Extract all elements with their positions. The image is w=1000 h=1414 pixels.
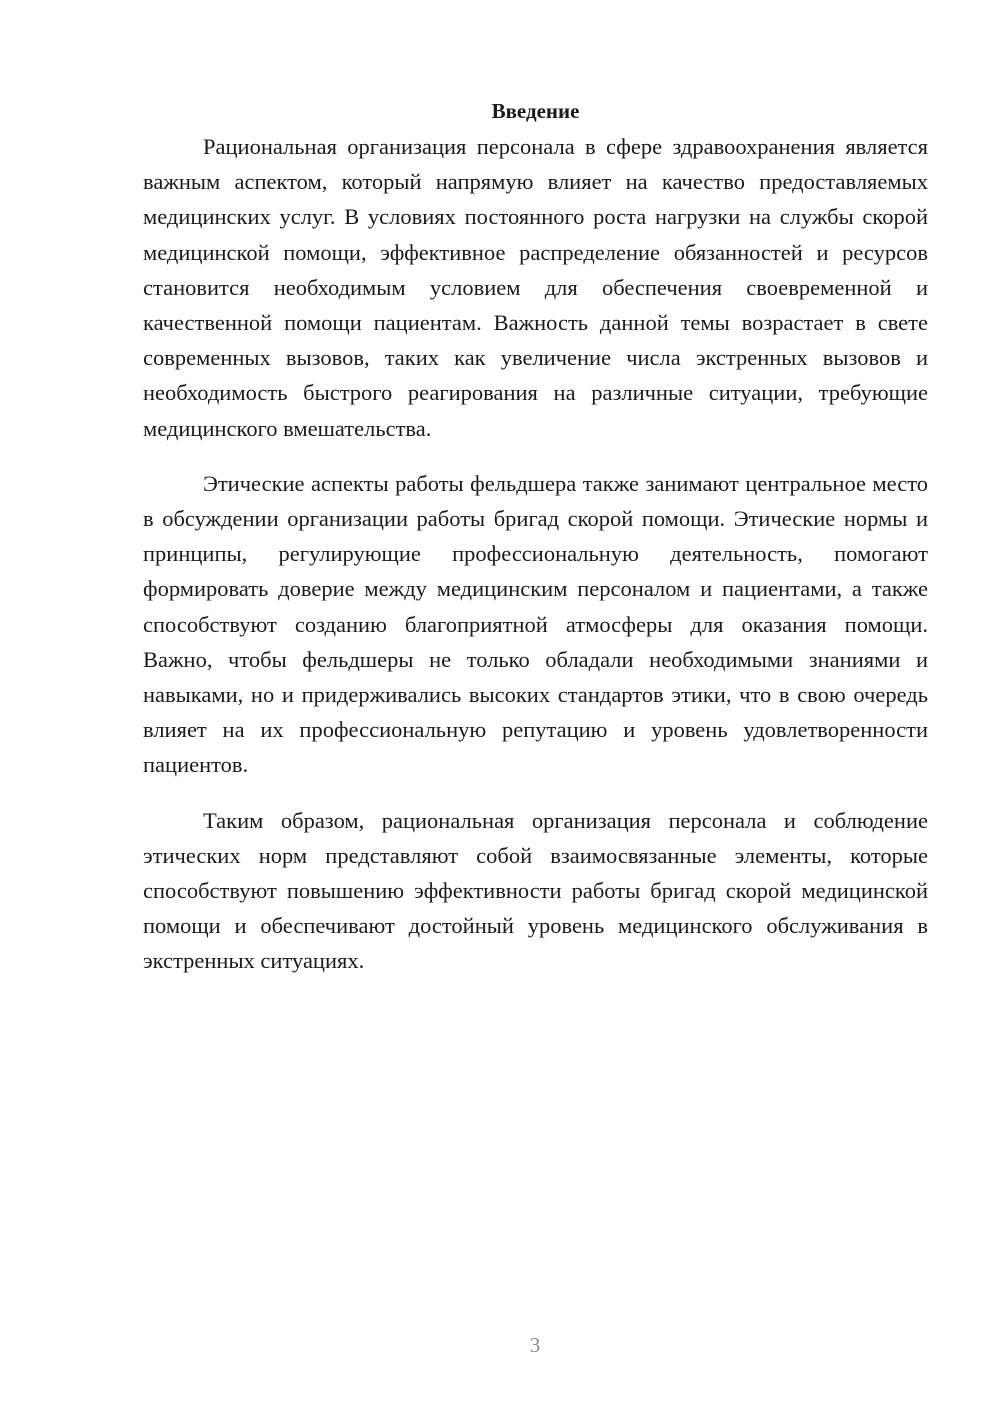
paragraph-3: Таким образом, рациональная организация персонала и соблюдение этических норм представляют собой взаимосвязанные элементы, которые способствуют повышению эффективности работы бригад скорой медицинской помощи и обеспечивают достойный уровень медицинского обслуживания в экстренных ситуациях. (143, 807, 928, 974)
paragraph-2: Этические аспекты работы фельдшера также занимают центральное место в обсуждении организации работы бригад скорой помощи. Этические нормы и принципы, регулирующие профессиональную деятельность, помогают формировать доверие между медицинским персоналом и пациентами, а также способствуют созданию благоприятной атмосферы для оказания помощи. Важно, чтобы фельдшеры не только обладали необходимыми знаниями и навыками, но и придерживались высоких стандартов этики, что в свою очередь влияет на их профессиональную репутацию и уровень удовлетворенности пациентов. (143, 470, 928, 778)
paragraph-1: Рациональная организация персонала в сфере здравоохранения является важным аспектом, который напрямую влияет на качество предоставляемых медицинских услуг. В условиях постоянного роста нагрузки на службы скорой медицинской помощи, эффективное распределение обязанностей и ресурсов становится необходимым условием для обеспечения своевременной и качественной помощи пациентам. Важность данной темы возрастает в свете современных вызовов, таких как увеличение числа экстренных вызовов и необходимость быстрого реагирования на различные ситуации, требующие медицинского вмешательства. (143, 134, 928, 441)
section-title: Введение (491, 99, 580, 123)
page-content (143, 94, 928, 979)
page-number: 3 (529, 1333, 541, 1357)
